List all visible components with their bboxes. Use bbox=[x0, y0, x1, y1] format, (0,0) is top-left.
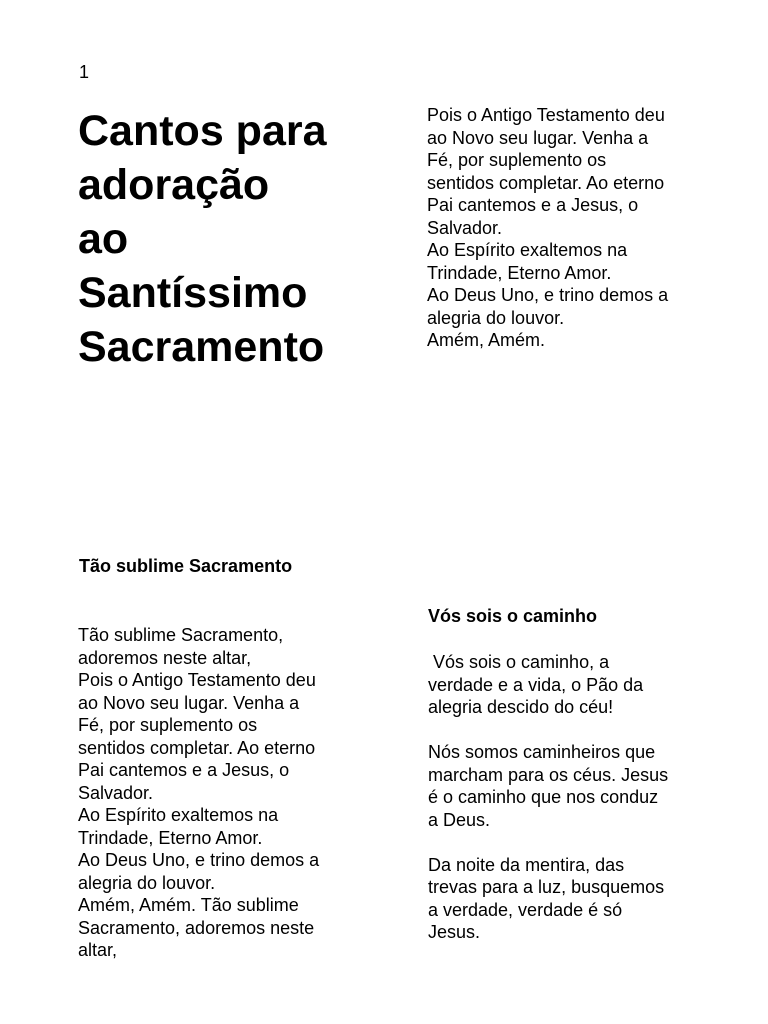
hymn-verse-continued bbox=[427, 104, 668, 352]
lyric-line: a Deus. bbox=[428, 809, 491, 830]
verse-line: Amém, Amém. bbox=[427, 330, 546, 350]
lyric-line: Nós somos caminheiros que bbox=[428, 742, 656, 762]
verse-line: Trindade, Eterno Amor. bbox=[427, 262, 612, 283]
lyric-line: ao Novo seu lugar. Venha a bbox=[78, 692, 300, 713]
lyric-line: altar, bbox=[78, 940, 118, 960]
song-lyrics-tao-sublime bbox=[78, 624, 319, 962]
lyric-line: Da noite da mentira, das bbox=[428, 854, 625, 875]
document-title bbox=[78, 104, 378, 374]
lyric-line: verdade e a vida, o Pão da bbox=[428, 674, 644, 695]
lyric-line: Vós sois o caminho, a bbox=[428, 652, 610, 672]
lyric-line: Tão sublime Sacramento, bbox=[78, 625, 284, 645]
verse-line: ao Novo seu lugar. Venha a bbox=[427, 127, 649, 148]
verse-line: sentidos completar. Ao eterno bbox=[427, 172, 665, 193]
verse-line: alegria do louvor. bbox=[427, 307, 565, 328]
lyric-line: a verdade, verdade é só bbox=[428, 899, 623, 920]
lyric-line: Fé, por suplemento os bbox=[78, 715, 258, 735]
title-line: Cantos para bbox=[78, 107, 327, 155]
lyric-line: Trindade, Eterno Amor. bbox=[78, 827, 263, 848]
verse-line: Pai cantemos e a Jesus, o bbox=[427, 195, 639, 215]
lyric-line: trevas para a luz, busquemos bbox=[428, 877, 665, 897]
verse-line: Ao Deus Uno, e trino demos a bbox=[427, 285, 669, 305]
verse-line: Pois o Antigo Testamento deu bbox=[427, 105, 665, 125]
verse-line: Salvador. bbox=[427, 217, 503, 238]
song-heading-vos-sois-o-caminho: Vós sois o caminho bbox=[428, 606, 598, 626]
lyric-line: Jesus. bbox=[428, 922, 481, 942]
lyric-line: Amém, Amém. Tão sublime bbox=[78, 895, 299, 915]
lyric-line: é o caminho que nos conduz bbox=[428, 787, 659, 807]
lyric-line: alegria descido do céu! bbox=[428, 697, 614, 717]
title-line: adoração bbox=[78, 161, 270, 209]
verse-line: Ao Espírito exaltemos na bbox=[427, 240, 628, 260]
title-line: Santíssimo bbox=[78, 269, 308, 317]
title-line: ao bbox=[78, 215, 129, 263]
page-number: 1 bbox=[79, 62, 90, 82]
lyric-line: Pois o Antigo Testamento deu bbox=[78, 670, 316, 690]
song-lyrics-vos-sois-o-caminho bbox=[428, 651, 668, 944]
lyric-line: Ao Espírito exaltemos na bbox=[78, 805, 279, 825]
lyric-line: adoremos neste altar, bbox=[78, 647, 252, 668]
lyric-line: alegria do louvor. bbox=[78, 872, 216, 893]
stanza-gap bbox=[428, 831, 668, 854]
lyric-line: Ao Deus Uno, e trino demos a bbox=[78, 850, 320, 870]
lyric-line: Sacramento, adoremos neste bbox=[78, 917, 315, 938]
stanza-gap bbox=[428, 719, 668, 742]
lyric-line: marcham para os céus. Jesus bbox=[428, 764, 669, 785]
lyric-line: Salvador. bbox=[78, 782, 154, 803]
lyric-line: Pai cantemos e a Jesus, o bbox=[78, 760, 290, 780]
verse-line: Fé, por suplemento os bbox=[427, 150, 607, 170]
lyric-line: sentidos completar. Ao eterno bbox=[78, 737, 316, 758]
song-heading-tao-sublime: Tão sublime Sacramento bbox=[79, 556, 293, 576]
title-line: Sacramento bbox=[78, 323, 325, 371]
